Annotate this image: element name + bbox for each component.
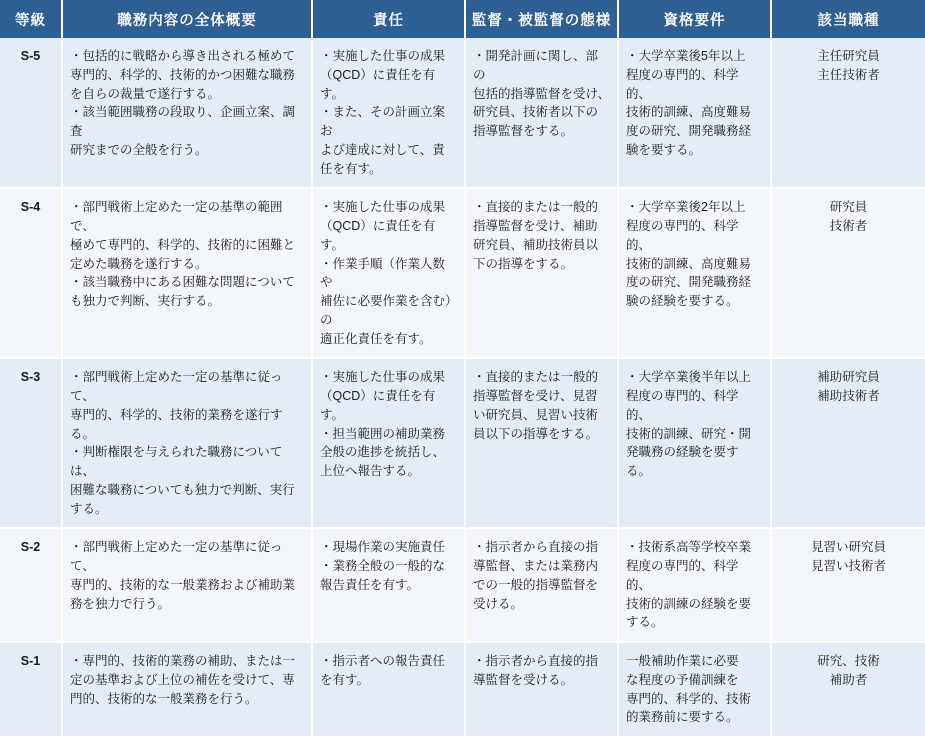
job-types-cell-line: 研究、技術 xyxy=(817,654,880,668)
column-header-description: 職務内容の全体概要 xyxy=(62,0,312,38)
supervision-cell-line: い研究員、見習い技術 xyxy=(473,407,599,422)
qualification-cell-line: 専門的、科学的、技術 xyxy=(626,691,752,706)
job-description-cell-line: ・判断権限を与えられた職務については、 xyxy=(70,445,283,478)
job-description-cell-line: 極めて専門的、科学的、技術的に困難と xyxy=(70,237,296,252)
job-types-cell-line: 技術者 xyxy=(829,219,868,233)
job-description-cell-lines xyxy=(70,538,304,613)
qualification-cell-line: 技術的訓練の経験を要 xyxy=(626,596,752,611)
table-header xyxy=(0,0,925,38)
job-description-cell-line: ・部門戦術上定めた一定の基準に従って、 xyxy=(70,540,283,573)
job-types-cell-lines xyxy=(779,198,918,236)
supervision-cell-line: 受ける。 xyxy=(473,596,524,611)
table-row xyxy=(0,528,925,642)
responsibility-cell-line: 適正化責任を有す。 xyxy=(320,331,432,346)
supervision-cell-line: 指導監督を受け、見習 xyxy=(473,389,598,403)
responsibility-cell xyxy=(312,188,465,358)
supervision-cell-line: 指導監督を受け、補助 xyxy=(473,219,598,233)
job-description-cell xyxy=(62,528,312,642)
responsibility-cell-lines xyxy=(320,652,457,690)
supervision-cell-line: ・指示者から直接的指 xyxy=(473,654,599,668)
job-description-cell-line: 定の基準および上位の補佐を受けて、専 xyxy=(70,672,295,687)
qualification-cell-line: 程度の専門的、科学的、 xyxy=(626,219,739,252)
supervision-cell-line: ・開発計画に関し、部の xyxy=(473,49,599,82)
responsibility-cell-line: （QCD）に責任を有す。 xyxy=(320,389,436,422)
qualification-cell-lines xyxy=(626,47,763,160)
supervision-cell xyxy=(465,358,618,528)
qualification-cell-line: 験の経験を要する。 xyxy=(626,294,739,308)
responsibility-cell-line: 全般の進捗を統括し、 xyxy=(320,445,446,460)
qualification-cell-line: な程度の予備訓練を xyxy=(626,672,739,687)
responsibility-cell xyxy=(312,38,465,188)
job-types-cell-lines xyxy=(779,652,918,690)
responsibility-cell-line: ・作業手順（作業人数や xyxy=(320,256,446,290)
job-types-cell-line: 補助研究員 xyxy=(817,370,880,385)
qualification-cell xyxy=(618,38,771,188)
job-description-cell xyxy=(62,38,312,188)
job-description-cell-line: を自らの裁量で遂行する。 xyxy=(70,86,221,101)
job-types-cell-line: 見習い研究員 xyxy=(810,540,886,555)
job-description-cell-line: ・部門戦術上定めた一定の基準の範囲で、 xyxy=(70,200,283,233)
responsibility-cell-line: 任を有す。 xyxy=(320,161,382,176)
supervision-cell-line: での一般的指導監督を xyxy=(473,577,599,592)
job-types-cell-lines xyxy=(779,47,918,85)
job-types-cell xyxy=(771,642,925,737)
table-row xyxy=(0,188,925,358)
supervision-cell xyxy=(465,642,618,737)
job-types-cell xyxy=(771,38,925,188)
grade-label: S-3 xyxy=(0,358,62,528)
supervision-cell-line: ・指示者から直接の指 xyxy=(473,540,599,555)
supervision-cell-line: 研究員、技術者以下の xyxy=(473,105,599,120)
qualification-cell-line: 程度の専門的、科学的、 xyxy=(626,67,739,101)
job-types-cell-line: 補助技術者 xyxy=(817,389,880,403)
qualification-cell xyxy=(618,642,771,737)
job-description-cell xyxy=(62,358,312,528)
supervision-cell-line: ・直接的または一般的 xyxy=(473,200,599,215)
job-description-cell-line: 専門的、科学的、技術的かつ困難な職務 xyxy=(70,67,296,82)
job-description-cell-line: も独力で判断、実行する。 xyxy=(70,294,221,308)
supervision-cell-lines xyxy=(473,538,610,613)
supervision-cell xyxy=(465,38,618,188)
job-types-cell xyxy=(771,358,925,528)
column-header-grade: 等級 xyxy=(0,0,62,38)
qualification-cell-line: 技術的訓練、高度難易 xyxy=(626,256,752,271)
grade-label: S-2 xyxy=(0,528,62,642)
job-description-cell-line: 困難な職務についても独力で判断、実行 xyxy=(70,482,295,497)
supervision-cell-lines xyxy=(473,368,610,443)
responsibility-cell-line: ・指示者への報告責任 xyxy=(320,654,446,668)
table-row xyxy=(0,38,925,188)
job-types-cell-line: 主任技術者 xyxy=(817,67,880,82)
qualification-cell-line: ・大学卒業後半年以上 xyxy=(626,370,752,385)
job-description-cell-line: ・包括的に戦略から導き出される極めて xyxy=(70,49,296,63)
supervision-cell-lines xyxy=(473,198,610,273)
qualification-cell xyxy=(618,358,771,528)
job-description-cell-line: 専門的、科学的、技術的業務を遂行する。 xyxy=(70,407,283,441)
qualification-cell-line: する。 xyxy=(626,615,664,630)
job-description-cell xyxy=(62,188,312,358)
job-description-cell-lines xyxy=(70,47,304,160)
supervision-cell-lines xyxy=(473,652,610,690)
responsibility-cell-line: 補佐に必要作業を含む）の xyxy=(320,294,452,327)
supervision-cell-line: 包括的指導監督を受け、 xyxy=(473,86,611,101)
job-description-cell-lines xyxy=(70,198,304,311)
supervision-cell-lines xyxy=(473,47,610,141)
responsibility-cell-line: ・実施した仕事の成果 xyxy=(320,49,446,63)
qualification-cell-line: ・技術系高等学校卒業 xyxy=(626,540,752,555)
responsibility-cell-line: ・実施した仕事の成果 xyxy=(320,370,446,385)
column-header-qualification: 資格要件 xyxy=(618,0,771,38)
job-description-cell-line: 専門的、技術的な一般業務および補助業 xyxy=(70,577,296,592)
qualification-cell-line: 度の研究、開発職務経 xyxy=(626,124,752,138)
qualification-cell-line: ・大学卒業後5年以上 xyxy=(626,49,746,63)
qualification-cell-lines xyxy=(626,368,763,481)
qualification-cell-line: 技術的訓練、高度難易 xyxy=(626,105,752,120)
job-types-cell-line: 研究員 xyxy=(829,200,868,215)
supervision-cell-line: 導監督、または業務内 xyxy=(473,559,599,573)
job-description-cell-line: ・部門戦術上定めた一定の基準に従って、 xyxy=(70,370,283,403)
supervision-cell-line: 下の指導をする。 xyxy=(473,256,574,271)
qualification-cell-line: 験を要する。 xyxy=(626,142,702,157)
responsibility-cell-line: ・また、その計画立案お xyxy=(320,105,446,138)
qualification-cell xyxy=(618,188,771,358)
responsibility-cell-line: （QCD）に責任を有す。 xyxy=(320,219,436,252)
qualification-cell-line: 一般補助作業に必要 xyxy=(626,654,739,668)
responsibility-cell-lines xyxy=(320,538,457,594)
grade-label: S-5 xyxy=(0,38,62,188)
responsibility-cell xyxy=(312,528,465,642)
column-header-supervision: 監督・被監督の態様 xyxy=(465,0,618,38)
job-description-cell-line: ・該当範囲職務の段取り、企画立案、調査 xyxy=(70,105,296,138)
responsibility-cell-lines xyxy=(320,47,457,178)
responsibility-cell-line: 報告責任を有す。 xyxy=(320,577,420,592)
job-description-cell-line: ・該当職務中にある困難な問題について xyxy=(70,275,295,290)
qualification-cell-line: 技術的訓練、研究・開 xyxy=(626,426,752,441)
responsibility-cell-line: ・実施した仕事の成果 xyxy=(320,200,446,215)
responsibility-cell xyxy=(312,642,465,737)
table-row xyxy=(0,358,925,528)
qualification-cell xyxy=(618,528,771,642)
job-types-cell xyxy=(771,188,925,358)
qualification-cell-line: 的業務前に要する。 xyxy=(626,710,739,725)
job-types-cell xyxy=(771,528,925,642)
responsibility-cell-line: を有す。 xyxy=(320,672,370,687)
supervision-cell xyxy=(465,188,618,358)
responsibility-cell-line: ・担当範囲の補助業務 xyxy=(320,426,446,441)
job-description-cell-lines xyxy=(70,368,304,518)
job-types-cell-line: 見習い技術者 xyxy=(810,559,886,573)
job-types-cell-lines xyxy=(779,368,918,406)
column-header-responsibility: 責任 xyxy=(312,0,465,38)
supervision-cell-line: 指導監督をする。 xyxy=(473,124,574,138)
responsibility-cell-line: （QCD）に責任を有す。 xyxy=(320,67,436,101)
qualification-cell-line: 程度の専門的、科学的、 xyxy=(626,389,739,422)
qualification-cell-line: 程度の専門的、科学的、 xyxy=(626,559,739,592)
responsibility-cell-line: ・現場作業の実施責任 xyxy=(320,540,446,555)
job-description-cell-line: 務を独力で行う。 xyxy=(70,596,171,611)
responsibility-cell-lines xyxy=(320,368,457,481)
job-types-cell-line: 主任研究員 xyxy=(817,49,880,63)
grade-label: S-4 xyxy=(0,188,62,358)
supervision-cell-line: ・直接的または一般的 xyxy=(473,370,599,385)
qualification-cell-lines xyxy=(626,652,763,727)
responsibility-cell xyxy=(312,358,465,528)
job-description-cell-lines xyxy=(70,652,304,708)
qualification-cell-line: 度の研究、開発職務経 xyxy=(626,275,752,290)
supervision-cell-line: 員以下の指導をする。 xyxy=(473,426,599,441)
responsibility-cell-line: 上位へ報告する。 xyxy=(320,464,421,478)
column-header-job-types: 該当職種 xyxy=(771,0,925,38)
responsibility-cell-line: ・業務全般の一般的な xyxy=(320,559,446,573)
responsibility-cell-lines xyxy=(320,198,457,348)
job-types-cell-lines xyxy=(779,538,918,576)
qualification-cell-lines xyxy=(626,538,763,632)
grade-label: S-1 xyxy=(0,642,62,737)
job-description-cell-line: 研究までの全般を行う。 xyxy=(70,142,208,157)
table-header-row xyxy=(0,0,925,38)
supervision-cell-line: 研究員、補助技術員以 xyxy=(473,237,599,252)
job-description-cell-line: する。 xyxy=(70,501,108,516)
job-description-cell xyxy=(62,642,312,737)
qualification-cell-line: ・大学卒業後2年以上 xyxy=(626,200,746,215)
job-description-cell-line: 定めた職務を遂行する。 xyxy=(70,256,208,271)
responsibility-cell-line: よび達成に対して、責 xyxy=(320,142,445,157)
job-description-cell-line: 門的、技術的な一般業務を行う。 xyxy=(70,691,258,706)
table-body xyxy=(0,38,925,737)
supervision-cell-line: 導監督を受ける。 xyxy=(473,672,574,687)
supervision-cell xyxy=(465,528,618,642)
qualification-cell-line: 発職務の経験を要する。 xyxy=(626,445,739,478)
job-types-cell-line: 補助者 xyxy=(829,672,868,687)
table-row xyxy=(0,642,925,737)
job-description-cell-line: ・専門的、技術的業務の補助、または一 xyxy=(70,654,296,668)
qualification-cell-lines xyxy=(626,198,763,311)
